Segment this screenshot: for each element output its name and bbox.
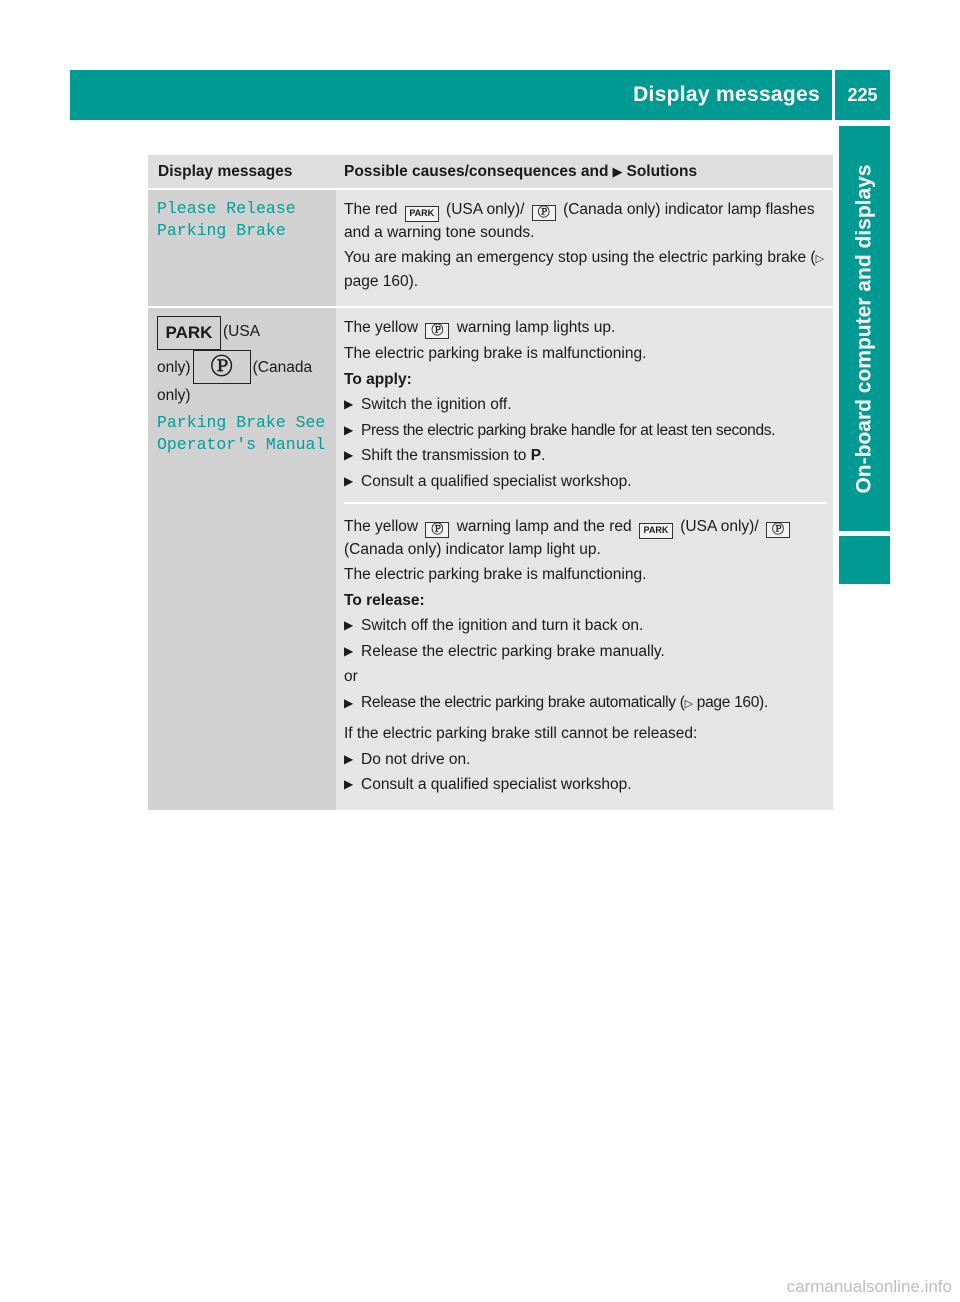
- text-segment: You are making an emergency stop using the electric parking brake (: [344, 249, 816, 267]
- text-segment: warning lamp and the red: [456, 518, 632, 535]
- step-text: Consult a qualified specialist workshop.: [361, 776, 632, 794]
- step-arrow-icon: ▶: [344, 643, 354, 658]
- text-segment: The yellow: [344, 518, 419, 535]
- instruction-step: [344, 749, 827, 771]
- instruction-label: To apply:: [344, 370, 412, 388]
- message-cell: [148, 190, 336, 306]
- consequence-paragraph: The electric parking brake is malfunctioning.: [344, 345, 647, 362]
- text-segment: The yellow: [344, 319, 419, 337]
- column-header-solutions: [336, 155, 833, 188]
- step-text: Press the electric parking brake handle for at least ten seconds.: [361, 421, 776, 439]
- message-cell: [148, 308, 336, 810]
- solution-cell: [336, 308, 833, 810]
- step-text: [361, 692, 768, 716]
- column-header-solutions-pre: Possible causes/consequences and: [344, 162, 609, 180]
- column-header-messages: Display messages: [158, 162, 293, 180]
- step-arrow-icon: ▶: [344, 422, 354, 437]
- text-segment: (Canada only) indicator lamp flashes and a warning tone sounds.: [344, 201, 815, 241]
- text-segment: Release the electric parking brake automatically (: [361, 693, 685, 711]
- parking-brake-lamp-icon: Ⓟ: [766, 522, 790, 538]
- table-header-row: [148, 155, 833, 188]
- park-lamp-icon: PARK: [157, 316, 221, 350]
- arrow-icon: ▶: [612, 163, 623, 179]
- solution-block-release: [344, 502, 827, 796]
- text-segment: (USA: [223, 323, 261, 341]
- text-segment: The red: [344, 201, 398, 218]
- park-lamp-icon: PARK: [405, 206, 439, 222]
- step-text: Switch off the ignition and turn it back on.: [361, 617, 644, 635]
- display-message-line: Operator's Manual: [157, 435, 326, 455]
- cause-paragraph: [344, 516, 827, 560]
- instruction-step: [344, 615, 827, 637]
- parking-brake-lamp-icon: Ⓟ: [425, 522, 449, 538]
- text-segment: Shift the transmission to: [361, 447, 527, 464]
- step-arrow-icon: ▶: [344, 751, 354, 766]
- step-arrow-icon: ▶: [344, 695, 354, 710]
- step-arrow-icon: ▶: [344, 473, 354, 488]
- instruction-step: [344, 641, 827, 663]
- page-reference-icon: ▷: [684, 697, 693, 710]
- side-section-tab: [839, 126, 890, 531]
- step-arrow-icon: ▶: [344, 777, 354, 792]
- parking-brake-lamp-icon: Ⓟ: [532, 205, 556, 221]
- instruction-step: [344, 420, 827, 442]
- text-segment: .: [541, 447, 546, 464]
- cause-paragraph: [344, 199, 827, 243]
- fallback-paragraph: If the electric parking brake still cannot be released:: [344, 725, 698, 743]
- text-segment: only): [157, 359, 191, 377]
- display-messages-table: [148, 155, 833, 810]
- page-title: Display messages: [633, 83, 820, 106]
- text-segment: (USA only)/: [446, 201, 525, 218]
- park-lamp-icon: PARK: [639, 523, 673, 539]
- instruction-step: [344, 394, 827, 416]
- instruction-step: [344, 692, 827, 716]
- header-bar: [70, 70, 890, 120]
- consequence-paragraph: The electric parking brake is malfunctioning.: [344, 566, 647, 584]
- step-text: Switch the ignition off.: [361, 396, 512, 413]
- lamp-legend: [157, 316, 328, 408]
- alternative-text: or: [344, 668, 358, 686]
- page-number: 225: [847, 84, 878, 105]
- step-arrow-icon: ▶: [344, 448, 354, 462]
- side-tab-marker: [839, 536, 890, 584]
- step-text: Consult a qualified specialist workshop.: [361, 472, 632, 490]
- display-message-line: Parking Brake See: [157, 413, 326, 433]
- display-message-line: Please Release: [157, 199, 296, 218]
- table-row: [148, 306, 833, 810]
- gear-position: P: [530, 447, 542, 464]
- instruction-step: [344, 774, 827, 796]
- step-text: [361, 445, 545, 467]
- parking-brake-lamp-icon: Ⓟ: [193, 350, 251, 384]
- text-segment: (USA only)/: [680, 518, 759, 535]
- instruction-step: [344, 445, 827, 467]
- page-reference-link[interactable]: page 160).: [344, 272, 419, 290]
- parking-brake-lamp-icon: Ⓟ: [425, 323, 449, 339]
- text-segment: warning lamp lights up.: [456, 319, 616, 337]
- step-text: Release the electric parking brake manually.: [361, 642, 665, 660]
- text-segment: only): [157, 387, 191, 405]
- text-segment: (Canada only) indicator lamp light up.: [344, 540, 601, 558]
- page-reference-link[interactable]: page 160).: [696, 693, 768, 711]
- instruction-step: [344, 471, 827, 493]
- page-reference-icon: ▷: [815, 253, 825, 266]
- table-row: [148, 188, 833, 306]
- text-segment: (Canada: [252, 359, 313, 377]
- instruction-label: To release:: [344, 591, 425, 609]
- watermark: carmanualsonline.info: [786, 1277, 952, 1296]
- step-text: Do not drive on.: [361, 750, 471, 768]
- consequence-paragraph: [344, 247, 827, 292]
- cause-paragraph: [344, 317, 827, 339]
- solution-cell: [336, 190, 833, 306]
- side-tab-label: On-board computer and displays: [852, 163, 876, 494]
- display-message-line: Parking Brake: [157, 221, 286, 240]
- column-header-solutions-post: Solutions: [626, 162, 698, 180]
- solution-block-apply: [344, 317, 827, 492]
- step-arrow-icon: ▶: [344, 397, 354, 411]
- step-arrow-icon: ▶: [344, 618, 354, 633]
